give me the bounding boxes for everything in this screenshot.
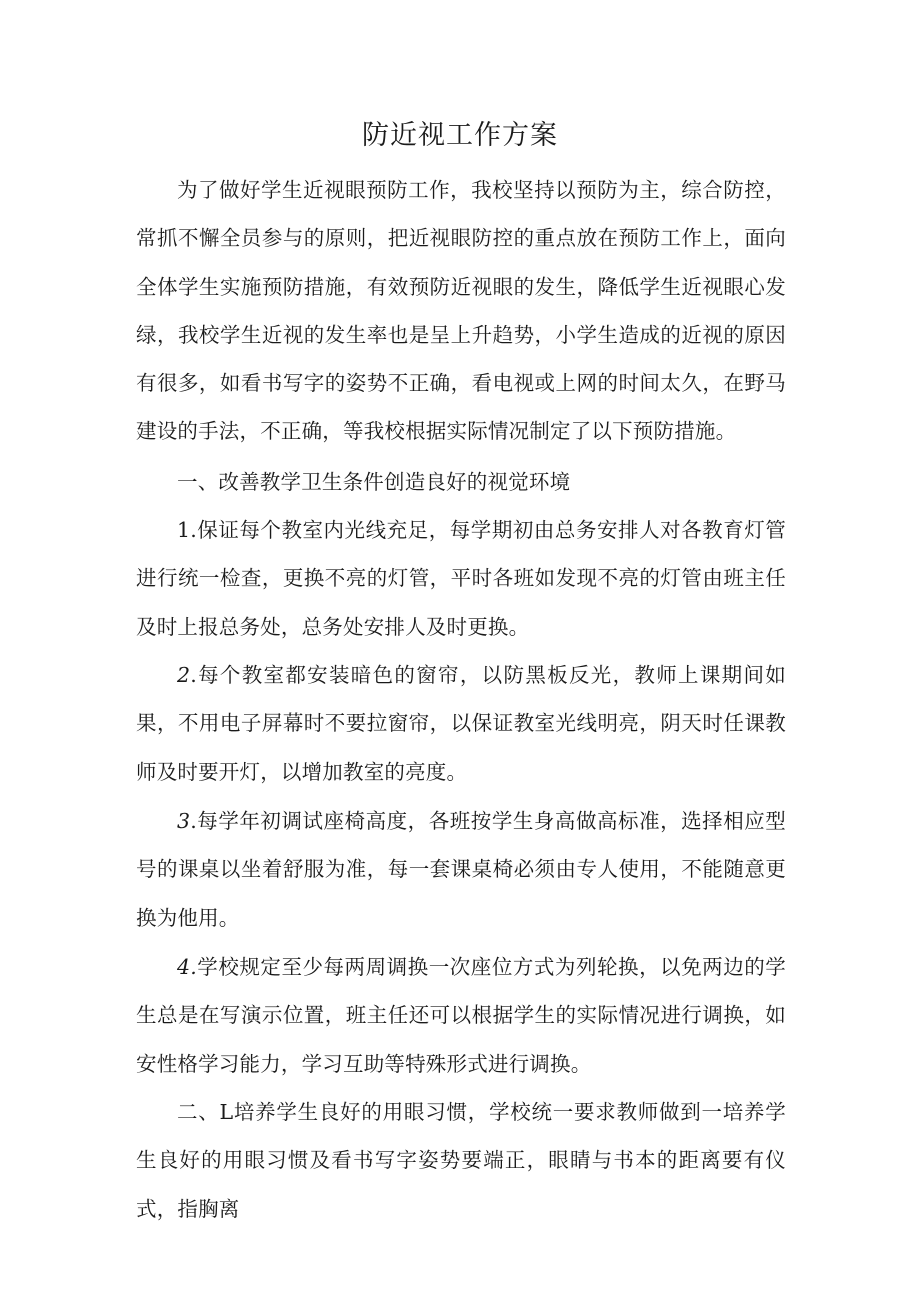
item-paragraph-4 (136, 943, 786, 1088)
section-heading-1 (136, 458, 786, 506)
item-2-text: .每个教室都安装暗色的窗帘，以防黑板反光，教师上课期间如果，不用电子屏幕时不要拉窗帘，以保证教室光线明亮，阴天时任课教师及时要开灯，以增加教室的亮度。 (136, 663, 786, 784)
item-4-text: 学校规定至少每两周调换一次座位方式为列轮换，以免两边的学生总是在写演示位置，班主任还可以根据学生的实际情况进行调换，如安性格学习能力，学习互助等特殊形式进行调换。 (136, 955, 786, 1076)
item-3-number: 3 (177, 809, 191, 833)
item-1-number: 1. (177, 518, 197, 542)
section-heading-2-paragraph (136, 1088, 786, 1233)
section-2-text: 二、L培养学生良好的用眼习惯，学校统一要求教师做到一培养学生良好的用眼习惯及看书写字姿势要端正，眼睛与书本的距离要有仪式，指胸离 (136, 1100, 786, 1221)
item-2-number: 2 (177, 663, 191, 687)
intro-paragraph (136, 166, 786, 456)
section-heading-1-text: 一、改善教学卫生条件创造良好的视觉环境 (177, 470, 571, 494)
item-paragraph-1 (136, 506, 786, 651)
item-3-text: .每学年初调试座椅高度，各班按学生身高做高标准，选择相应型号的课桌以坐着舒服为准，每一套课桌椅必须由专人使用，不能随意更换为他用。 (136, 809, 786, 930)
item-paragraph-3 (136, 797, 786, 942)
item-1-text: 保证每个教室内光线充足，每学期初由总务安排人对各教育灯管进行统一检查，更换不亮的灯管，平时各班如发现不亮的灯管由班主任及时上报总务处，总务处安排人及时更换。 (136, 518, 786, 639)
item-paragraph-2 (136, 651, 786, 796)
intro-text: 为了做好学生近视眼预防工作，我校坚持以预防为主，综合防控，常抓不懈全员参与的原则，把近视眼防控的重点放在预防工作上，面向全体学生实施预防措施，有效预防近视眼的发生，降低学生近视眼心发绿，我校学生近视的发生率也是呈上升趋势，小学生造成的近视的原因有很多，如看书写字的姿势不正确，看电视或上网的时间太久，在野马建设的手法，不正确，等我校根据实际情况制定了以下预防措施。 (136, 178, 786, 444)
item-4-number: 4. (177, 955, 197, 979)
document-title: 防近视工作方案 (362, 120, 558, 151)
